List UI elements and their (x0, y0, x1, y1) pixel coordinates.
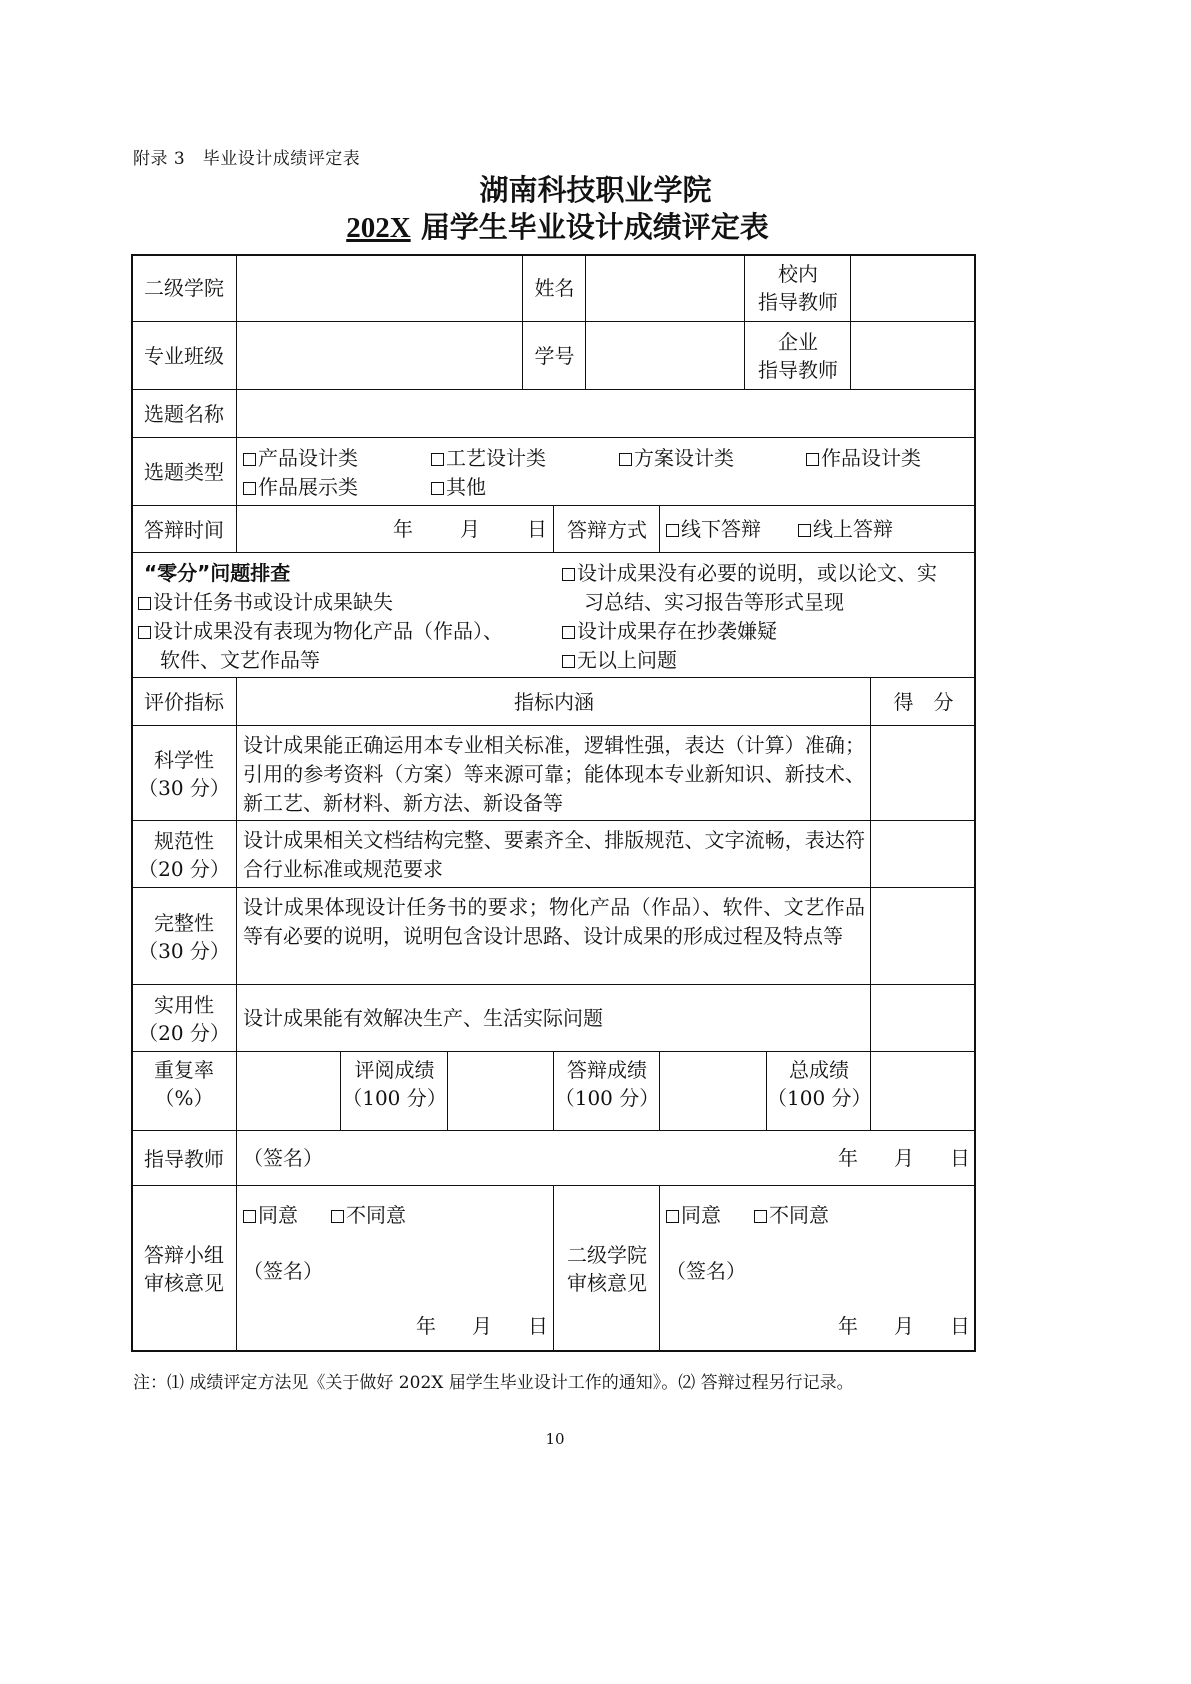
college-disagree-option[interactable] (754, 1201, 829, 1230)
criteria-name (131, 985, 237, 1052)
zero-check-item[interactable] (562, 559, 937, 588)
criteria-name-text: 规范性 (154, 828, 214, 853)
option-label: 不同意 (769, 1203, 829, 1227)
criteria-name-text: 科学性 (154, 747, 214, 772)
college-sign[interactable]: （签名） (666, 1259, 746, 1283)
advisor-month-label: 月 (894, 1146, 914, 1170)
zero-check-item-label: 设计成果没有必要的说明，或以论文、实 (577, 561, 937, 585)
repeat-rate-field[interactable] (237, 1052, 341, 1131)
appendix-label: 附录 3 毕业设计成绩评定表 (133, 149, 361, 169)
checkbox-icon[interactable] (243, 482, 256, 495)
total-score-label-line1: 总成绩 (789, 1058, 849, 1082)
defense-score-label-line2: （100 分） (554, 1086, 660, 1110)
checkbox-icon[interactable] (243, 1210, 256, 1223)
option-label: 工艺设计类 (446, 446, 546, 470)
criteria-content: 设计成果相关文档结构完整、要素齐全、排版规范、文字流畅，表达符合行业标准或规范要求 (243, 828, 865, 881)
criteria-score-field[interactable] (871, 985, 976, 1052)
topic-type-option[interactable] (431, 444, 546, 473)
college-day-label: 日 (950, 1314, 970, 1338)
checkbox-icon[interactable] (138, 626, 151, 639)
zero-check-item-label: 无以上问题 (577, 648, 677, 672)
form-year: 202X (346, 212, 411, 244)
criteria-score-field[interactable] (871, 726, 976, 821)
group-day-label: 日 (528, 1314, 548, 1338)
group-year-label: 年 (416, 1314, 436, 1338)
checkbox-icon[interactable] (798, 524, 811, 537)
criteria-name (131, 821, 237, 888)
group-sign[interactable]: （签名） (243, 1259, 323, 1283)
repeat-rate-label-line2: （%） (154, 1086, 214, 1110)
zero-check-item-continuation: 软件、文艺作品等 (160, 648, 320, 672)
zero-check-item[interactable] (562, 646, 677, 675)
option-label: 其他 (446, 475, 486, 499)
criteria-name-text: 完整性 (154, 910, 214, 935)
checkbox-icon[interactable] (619, 453, 632, 466)
defense-month-label: 月 (460, 517, 480, 541)
advisor-year-label: 年 (838, 1146, 858, 1170)
criteria-content: 设计成果体现设计任务书的要求；物化产品（作品）、软件、文艺作品等有必要的说明，说明包含设计思路、设计成果的形成过程及特点等 (243, 895, 865, 948)
checkbox-icon[interactable] (431, 453, 444, 466)
criteria-points: （20 分） (138, 1020, 230, 1045)
row-divider (131, 820, 976, 821)
row-divider (131, 887, 976, 888)
option-label: 方案设计类 (634, 446, 734, 470)
criteria-header-score: 得 分 (893, 690, 954, 714)
advisor-label: 指导教师 (144, 1146, 224, 1171)
checkbox-icon[interactable] (431, 482, 444, 495)
name-label: 姓名 (534, 276, 575, 300)
zero-check-item[interactable] (138, 617, 503, 646)
option-label: 不同意 (346, 1203, 406, 1227)
checkbox-icon[interactable] (666, 1210, 679, 1223)
defense-score-field[interactable] (660, 1052, 767, 1131)
criteria-content: 设计成果能有效解决生产、生活实际问题 (243, 1006, 603, 1030)
option-label: 产品设计类 (258, 446, 358, 470)
company-teacher-label (745, 322, 851, 390)
defense-day-label: 日 (527, 517, 547, 541)
criteria-name (131, 888, 237, 985)
zero-check-item-label: 设计成果没有表现为物化产品（作品）、 (153, 619, 503, 643)
topic-type-label: 选题类型 (144, 460, 224, 484)
review-score-label-line2: （100 分） (342, 1086, 447, 1110)
defense-time-label: 答辩时间 (144, 517, 224, 542)
total-score-label (767, 1052, 871, 1116)
inner-teacher-label (745, 254, 851, 322)
name-field[interactable] (586, 254, 745, 322)
criteria-score-field[interactable] (871, 821, 976, 888)
advisor-sign[interactable]: （签名） (243, 1146, 323, 1170)
checkbox-icon[interactable] (562, 655, 575, 668)
option-label: 作品设计类 (821, 446, 921, 470)
option-label: 作品展示类 (258, 475, 358, 499)
college-review-label-line2: 审核意见 (567, 1271, 647, 1295)
checkbox-icon[interactable] (562, 626, 575, 639)
student-id-field[interactable] (586, 322, 745, 390)
group-disagree-option[interactable] (331, 1201, 406, 1230)
criteria-score-field[interactable] (871, 888, 976, 985)
zero-check-item[interactable] (562, 617, 777, 646)
checkbox-icon[interactable] (138, 597, 151, 610)
group-month-label: 月 (472, 1314, 492, 1338)
defense-mode-option[interactable] (666, 515, 761, 544)
college-agree-option[interactable] (666, 1201, 721, 1230)
topic-type-option[interactable] (619, 444, 734, 473)
defense-group-review-label-line2: 审核意见 (144, 1271, 224, 1295)
checkbox-icon[interactable] (562, 568, 575, 581)
inner-teacher-label-line1: 校内 (778, 262, 818, 286)
defense-score-label-line1: 答辩成绩 (567, 1058, 647, 1082)
defense-mode-label: 答辩方式 (567, 517, 647, 542)
criteria-header-indicator: 评价指标 (144, 690, 224, 714)
company-teacher-label-line1: 企业 (778, 330, 818, 354)
zero-check-item-label: 设计成果存在抄袭嫌疑 (577, 619, 777, 643)
group-agree-option[interactable] (243, 1201, 298, 1230)
topic-type-option[interactable] (243, 473, 358, 502)
topic-name-field[interactable] (237, 390, 976, 438)
inner-teacher-label-line2: 指导教师 (758, 290, 838, 314)
criteria-header-content: 指标内涵 (514, 690, 594, 714)
page-number: 10 (545, 1430, 565, 1448)
zero-check-item-label: 设计任务书或设计成果缺失 (153, 590, 393, 614)
college-label: 二级学院 (144, 276, 224, 300)
topic-type-option[interactable] (243, 444, 358, 473)
checkbox-icon[interactable] (331, 1210, 344, 1223)
defense-group-review-label (131, 1186, 237, 1352)
option-label: 线下答辩 (681, 517, 761, 541)
school-title: 湖南科技职业学院 (479, 173, 712, 207)
checkbox-icon[interactable] (806, 453, 819, 466)
company-teacher-field[interactable] (851, 322, 976, 390)
topic-type-option[interactable] (806, 444, 921, 473)
footnote: 注：⑴ 成绩评定方法见《关于做好 202X 届学生毕业设计工作的通知》。⑵ 答辩过程另行记录。 (133, 1373, 854, 1393)
form-title (0, 205, 1115, 246)
college-month-label: 月 (894, 1314, 914, 1338)
option-label: 线上答辩 (813, 517, 893, 541)
criteria-content: 设计成果能正确运用本专业相关标准，逻辑性强，表达（计算）准确；引用的参考资料（方案）等来源可靠；能体现本专业新知识、新技术、新工艺、新材料、新方法、新设备等 (243, 733, 865, 815)
inner-teacher-field[interactable] (851, 254, 976, 322)
criteria-points: （30 分） (138, 775, 230, 800)
form-name: 届学生毕业设计成绩评定表 (410, 210, 769, 244)
criteria-points: （20 分） (138, 856, 230, 881)
company-teacher-label-line2: 指导教师 (758, 358, 838, 382)
college-year-label: 年 (838, 1314, 858, 1338)
option-label: 同意 (681, 1203, 721, 1227)
student-id-label: 学号 (534, 344, 575, 368)
criteria-name-text: 实用性 (154, 992, 214, 1017)
option-label: 同意 (258, 1203, 298, 1227)
defense-group-review-label-line1: 答辩小组 (144, 1243, 224, 1267)
advisor-day-label: 日 (950, 1146, 970, 1170)
class-label: 专业班级 (144, 344, 224, 368)
checkbox-icon[interactable] (754, 1210, 767, 1223)
checkbox-icon[interactable] (666, 524, 679, 537)
topic-type-option[interactable] (431, 473, 486, 502)
repeat-rate-label (131, 1052, 237, 1116)
review-score-field[interactable] (448, 1052, 554, 1131)
checkbox-icon[interactable] (243, 453, 256, 466)
defense-mode-option[interactable] (798, 515, 893, 544)
criteria-name (131, 726, 237, 821)
college-review-label (554, 1186, 660, 1352)
college-review-label-line1: 二级学院 (567, 1243, 647, 1267)
repeat-rate-label-line1: 重复率 (154, 1058, 214, 1082)
zero-check-title: “零分”问题排查 (144, 561, 291, 585)
row-divider (131, 984, 976, 985)
criteria-points: （30 分） (138, 938, 230, 963)
college-field[interactable] (237, 254, 523, 322)
review-score-label-line1: 评阅成绩 (354, 1058, 435, 1082)
class-field[interactable] (237, 322, 523, 390)
review-score-label (341, 1052, 448, 1116)
total-score-field[interactable] (871, 1052, 976, 1131)
zero-check-item[interactable] (138, 588, 393, 617)
defense-score-label (554, 1052, 660, 1116)
defense-year-label: 年 (393, 517, 413, 541)
zero-check-item-continuation: 习总结、实习报告等形式呈现 (584, 590, 844, 614)
total-score-label-line2: （100 分） (767, 1086, 872, 1110)
topic-name-label: 选题名称 (144, 402, 224, 426)
